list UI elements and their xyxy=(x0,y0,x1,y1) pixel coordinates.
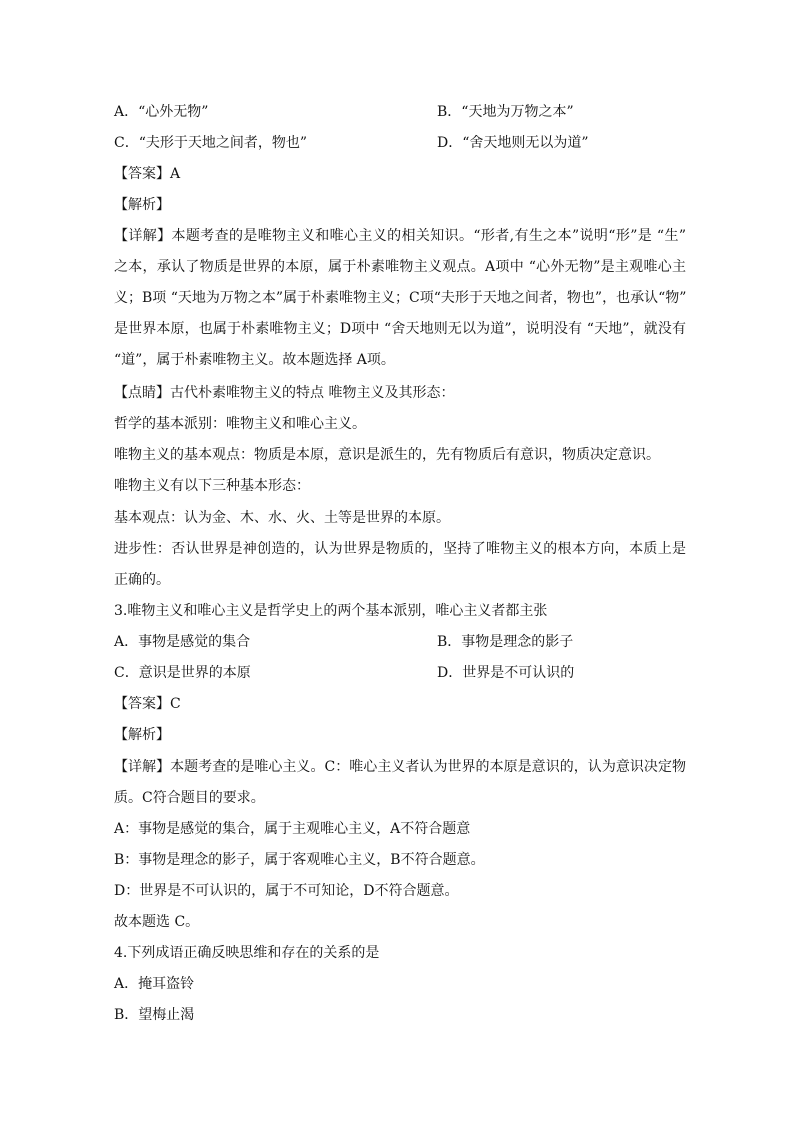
q2-tip-line: 基本观点：认为金、木、水、火、土等是世界的本原。 xyxy=(114,510,450,526)
q4-stem: 4.下列成语正确反映思维和存在的关系的是 xyxy=(114,945,380,961)
q2-analysis-heading: 【解析】 xyxy=(114,197,170,213)
q4-option-b: B．望梅止渴 xyxy=(114,1007,195,1023)
q3-detail-line: 故本题选 C。 xyxy=(114,914,200,930)
q3-option-c: C．意识是世界的本原 xyxy=(114,665,251,681)
q2-option-b: B．“天地为万物之本” xyxy=(437,104,574,120)
q3-detail-line: 质。C符合题目的要求。 xyxy=(114,790,265,806)
q2-tip-line: 【点睛】古代朴素唯物主义的特点 唯物主义及其形态： xyxy=(114,385,455,401)
q2-option-d: D．“舍天地则无以为道” xyxy=(437,135,589,151)
q3-analysis-heading: 【解析】 xyxy=(114,727,170,743)
q2-options-row-2 xyxy=(114,128,686,159)
q2-detail-line: 义；B项 “天地为万物之本”属于朴素唯物主义；C项“夫形于天地之间者，物也”，也承认“物” xyxy=(114,290,687,306)
q3-stem: 3.唯物主义和唯心主义是哲学史上的两个基本派别，唯心主义者都主张 xyxy=(114,603,548,619)
q2-tip-line: 正确的。 xyxy=(114,572,170,588)
q2-tip-line: 唯物主义有以下三种基本形态： xyxy=(114,478,310,494)
q2-detail-line: 【详解】本题考查的是唯物主义和唯心主义的相关知识。“形者,有生之本”说明“形”是 “生” xyxy=(114,228,686,244)
q2-options-row-1 xyxy=(114,97,686,128)
q3-answer: 【答案】C xyxy=(114,696,181,712)
q2-detail-line: 之本，承认了物质是世界的本原，属于朴素唯物主义观点。A项中 “心外无物”是主观唯心主 xyxy=(114,259,686,275)
q2-option-c: C．“夫形于天地之间者，物也” xyxy=(114,135,308,151)
q3-option-b: B．事物是理念的影子 xyxy=(437,634,574,650)
q2-detail-line: “道”，属于朴素唯物主义。故本题选择 A项。 xyxy=(114,352,395,368)
q4-option-a: A．掩耳盗铃 xyxy=(114,976,195,992)
q2-tip-line: 进步性：否认世界是神创造的，认为世界是物质的，坚持了唯物主义的根本方向，本质上是 xyxy=(114,541,686,557)
q3-options-row-1 xyxy=(114,627,686,658)
q3-detail-line: B：事物是理念的影子，属于客观唯心主义，B不符合题意。 xyxy=(114,852,485,868)
q3-options-row-2 xyxy=(114,658,686,689)
q2-option-a: A．“心外无物” xyxy=(114,104,209,120)
q2-tip-line: 唯物主义的基本观点：物质是本原，意识是派生的，先有物质后有意识，物质决定意识。 xyxy=(114,447,660,463)
q3-detail-line: 【详解】本题考查的是唯心主义。C：唯心主义者认为世界的本原是意识的，认为意识决定物 xyxy=(114,759,686,775)
q3-option-a: A．事物是感觉的集合 xyxy=(114,634,251,650)
q2-tip-line: 哲学的基本派别：唯物主义和唯心主义。 xyxy=(114,416,366,432)
q3-detail-line: A：事物是感觉的集合，属于主观唯心主义，A不符合题意 xyxy=(114,821,471,837)
q2-answer: 【答案】A xyxy=(114,166,181,182)
q3-detail-line: D：世界是不可认识的，属于不可知论，D不符合题意。 xyxy=(114,883,459,899)
q3-option-d: D．世界是不可认识的 xyxy=(437,665,575,681)
q2-detail-line: 是世界本原，也属于朴素唯物主义；D项中 “舍天地则无以为道”，说明没有 “天地”，就没有 xyxy=(114,321,686,337)
